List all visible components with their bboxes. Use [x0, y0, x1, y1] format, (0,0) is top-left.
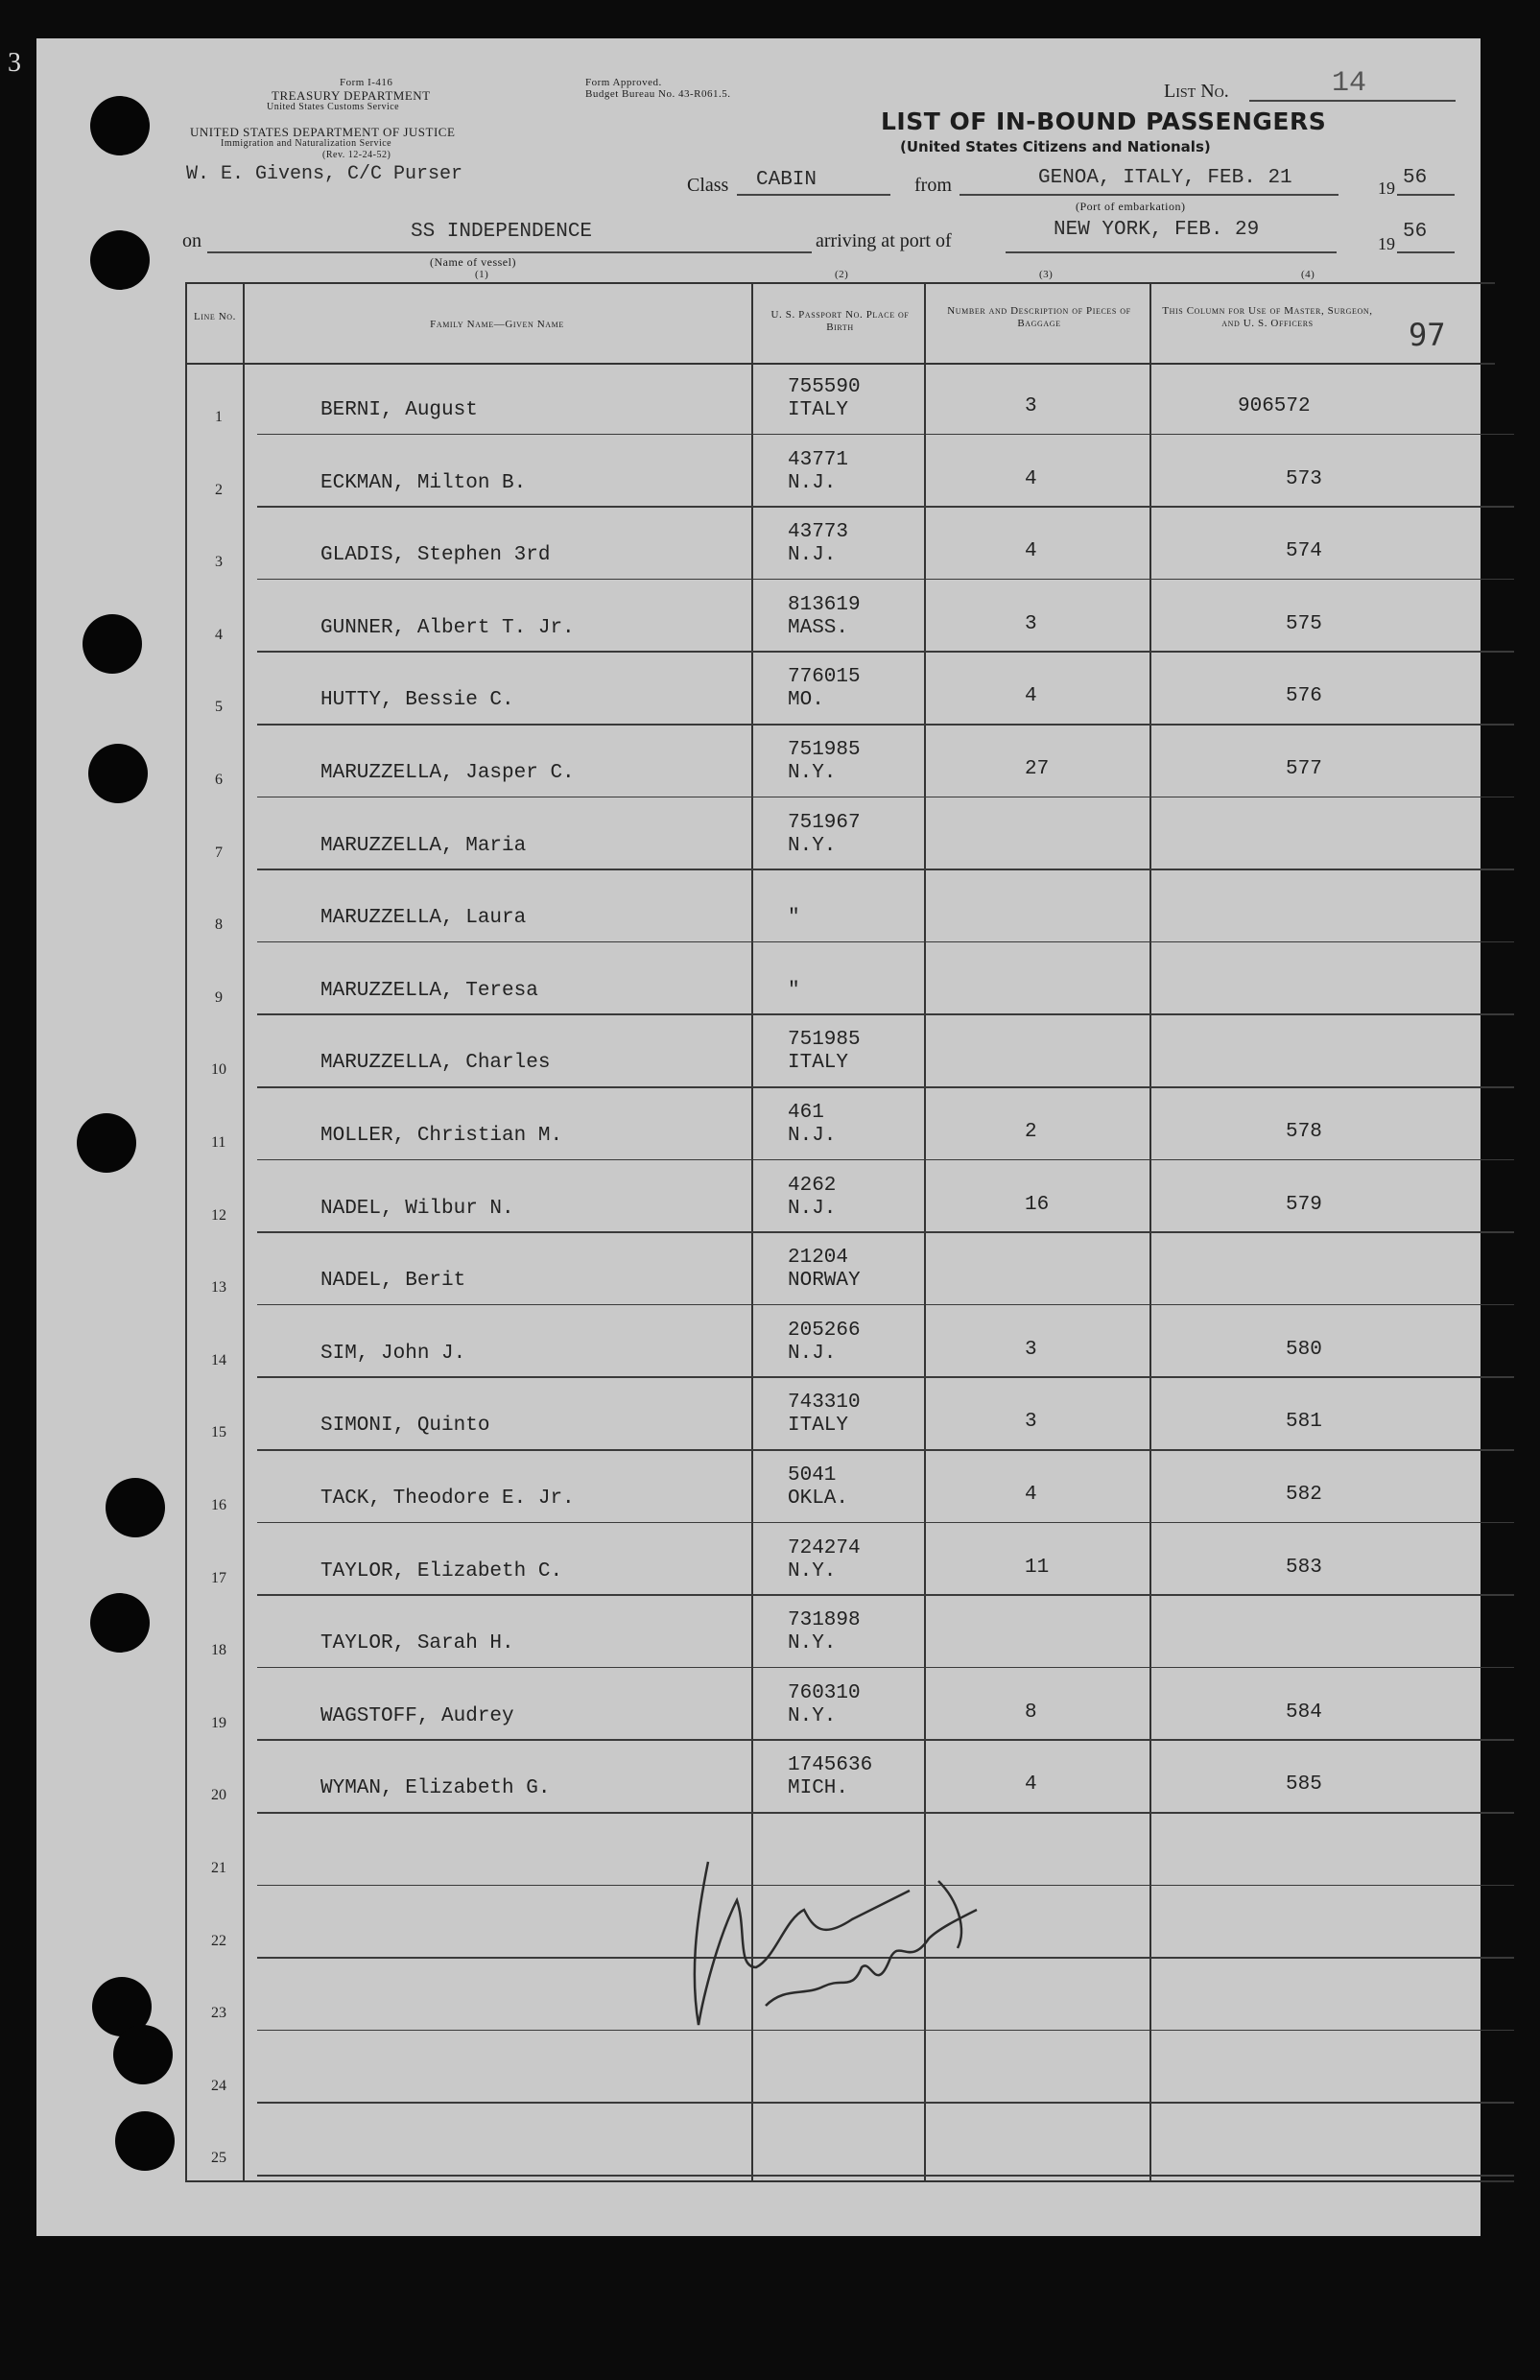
line-number: 14	[211, 1351, 226, 1368]
vessel-underline	[207, 251, 812, 253]
row-divider	[257, 724, 1514, 726]
treasury-dept: TREASURY DEPARTMENT	[272, 88, 431, 103]
line-number: 16	[211, 1497, 226, 1513]
passport-number: 743310	[788, 1392, 861, 1415]
row-divider	[257, 869, 1514, 870]
vessel-name: SS INDEPENDENCE	[411, 221, 593, 243]
vessel-caption: (Name of vessel)	[430, 255, 516, 269]
passenger-name: MARUZZELLA, Charles	[320, 1052, 551, 1075]
arrival-underline	[1006, 251, 1337, 253]
row-divider	[257, 1013, 1514, 1015]
officer-number: 573	[1286, 467, 1322, 490]
passport-number: 813619	[788, 593, 861, 616]
place-of-birth: ITALY	[788, 1052, 849, 1075]
arrival-year-prefix: 19	[1378, 234, 1395, 253]
line-number: 3	[215, 554, 223, 571]
baggage-count: 27	[1025, 758, 1050, 780]
line-number: 7	[215, 844, 223, 861]
place-of-birth: ITALY	[788, 1415, 849, 1438]
row-divider	[257, 1231, 1514, 1233]
port-embark-caption: (Port of embarkation)	[1076, 200, 1186, 213]
class-value: CABIN	[756, 169, 817, 191]
from-year: 56	[1403, 167, 1428, 189]
officer-number: 582	[1286, 1484, 1322, 1506]
line-number: 11	[211, 1134, 226, 1151]
passport-number: 751967	[788, 811, 861, 834]
officer-number: 583	[1286, 1556, 1322, 1579]
budget-bureau: Budget Bureau No. 43-R061.5.	[585, 88, 731, 100]
passenger-name: NADEL, Berit	[320, 1270, 466, 1293]
revision: (Rev. 12-24-52)	[322, 150, 391, 160]
line-number: 23	[211, 2005, 226, 2022]
punch-hole	[88, 744, 148, 803]
punch-hole	[90, 230, 150, 290]
punch-hole	[113, 2025, 173, 2084]
passenger-name: NADEL, Wilbur N.	[320, 1197, 514, 1220]
from-year-prefix: 19	[1378, 178, 1395, 198]
passenger-name: SIMONI, Quinto	[320, 1415, 490, 1438]
row-divider	[257, 651, 1514, 653]
passport-number: 5041	[788, 1464, 837, 1487]
passenger-name: MARUZZELLA, Laura	[320, 907, 527, 930]
officer-number: 577	[1286, 758, 1322, 780]
baggage-count: 3	[1025, 1338, 1037, 1361]
row-divider	[257, 941, 1514, 943]
passport-number: 461	[788, 1102, 824, 1124]
place-of-birth: "	[788, 979, 800, 1002]
col-header-line-no: Line No.	[193, 311, 237, 322]
col-divider	[185, 282, 187, 2182]
customs-service: United States Customs Service	[267, 102, 400, 112]
line-number: 2	[215, 481, 223, 498]
line-number: 4	[215, 626, 223, 643]
passenger-name: HUTTY, Bessie C.	[320, 689, 514, 712]
justice-dept: UNITED STATES DEPARTMENT OF JUSTICE	[190, 125, 456, 139]
baggage-count: 4	[1025, 685, 1037, 708]
officer-number: 585	[1286, 1773, 1322, 1797]
form-number: Form I-416	[340, 77, 393, 88]
arrival-year-underline	[1397, 251, 1455, 253]
passport-number: 21204	[788, 1247, 849, 1270]
list-no-label: List No.	[1164, 81, 1229, 102]
baggage-count: 16	[1025, 1193, 1050, 1216]
line-number: 24	[211, 2077, 226, 2094]
line-number: 8	[215, 916, 223, 934]
ins-service: Immigration and Naturalization Service	[221, 138, 392, 149]
baggage-count: 3	[1025, 395, 1037, 417]
purser-name: W. E. Givens, C/C Purser	[186, 163, 463, 185]
line-number: 9	[215, 988, 223, 1006]
passenger-name: GUNNER, Albert T. Jr.	[320, 616, 575, 639]
col-number-4: (4)	[1301, 269, 1315, 280]
officer-number: 581	[1286, 1411, 1322, 1434]
row-divider	[257, 579, 1514, 581]
place-of-birth: MO.	[788, 689, 824, 712]
table-header-bottom	[185, 363, 1495, 365]
row-divider	[257, 2102, 1514, 2104]
line-number: 5	[215, 699, 223, 716]
place-of-birth: N.Y.	[788, 762, 837, 784]
row-divider	[257, 434, 1514, 436]
col-number-2: (2)	[835, 269, 849, 280]
row-divider	[257, 1086, 1514, 1088]
col-header-baggage: Number and Description of Pieces of Baggage	[947, 305, 1131, 329]
passenger-name: MOLLER, Christian M.	[320, 1125, 563, 1147]
place-of-birth: OKLA.	[788, 1488, 849, 1510]
line-number: 18	[211, 1642, 226, 1659]
place-of-birth: N.J.	[788, 1342, 837, 1365]
place-of-birth: N.J.	[788, 1125, 837, 1147]
arrival-value: NEW YORK, FEB. 29	[1054, 219, 1260, 241]
passenger-name: GLADIS, Stephen 3rd	[320, 544, 551, 567]
from-year-underline	[1397, 194, 1455, 196]
baggage-count: 4	[1025, 540, 1037, 563]
baggage-count: 3	[1025, 1411, 1037, 1434]
officer-number: 575	[1286, 612, 1322, 635]
place-of-birth: ITALY	[788, 399, 849, 421]
punch-hole	[90, 96, 150, 155]
line-number: 22	[211, 1932, 226, 1949]
from-underline	[960, 194, 1339, 196]
passenger-name: SIM, John J.	[320, 1342, 466, 1365]
line-number: 6	[215, 772, 223, 788]
passport-number: 43773	[788, 521, 849, 544]
passport-number: 751985	[788, 739, 861, 761]
row-divider	[257, 1739, 1514, 1741]
passport-number: 755590	[788, 376, 861, 398]
class-underline	[737, 194, 890, 196]
passenger-name: TACK, Theodore E. Jr.	[320, 1488, 575, 1510]
row-divider	[257, 1522, 1514, 1524]
passenger-name: MARUZZELLA, Jasper C.	[320, 762, 575, 784]
passport-number: 4262	[788, 1174, 837, 1197]
passport-number: 776015	[788, 666, 861, 689]
line-number: 25	[211, 2150, 226, 2167]
baggage-count: 11	[1025, 1556, 1050, 1579]
punch-hole	[106, 1478, 165, 1537]
line-number: 13	[211, 1279, 226, 1297]
row-divider	[257, 2175, 1514, 2177]
on-label: on	[182, 230, 201, 251]
place-of-birth: N.Y.	[788, 1559, 837, 1583]
punch-hole	[90, 1593, 150, 1653]
officer-number: 906572	[1238, 395, 1311, 417]
baggage-count: 4	[1025, 1484, 1037, 1506]
place-of-birth: N.J.	[788, 544, 837, 567]
passenger-name: TAYLOR, Elizabeth C.	[320, 1559, 563, 1583]
passenger-name: MARUZZELLA, Maria	[320, 834, 527, 857]
passport-number: 760310	[788, 1681, 861, 1704]
arriving-label: arriving at port of	[816, 230, 952, 251]
page-subtitle: (United States Citizens and Nationals)	[900, 138, 1211, 155]
baggage-count: 4	[1025, 1773, 1037, 1797]
officer-number: 578	[1286, 1121, 1322, 1143]
line-number: 21	[211, 1860, 226, 1876]
table-bottom-border	[185, 2180, 1514, 2182]
place-of-birth: MICH.	[788, 1777, 849, 1800]
row-divider	[257, 1159, 1514, 1161]
passport-number: 43771	[788, 448, 849, 471]
row-divider	[257, 1667, 1514, 1669]
from-label: from	[914, 175, 952, 196]
line-number: 1	[215, 409, 223, 425]
row-divider	[257, 506, 1514, 508]
from-value: GENOA, ITALY, FEB. 21	[1038, 167, 1292, 189]
line-number: 19	[211, 1714, 226, 1731]
col-number-3: (3)	[1039, 269, 1054, 280]
officer-number: 574	[1286, 540, 1322, 563]
place-of-birth: MASS.	[788, 616, 849, 639]
col-header-passport: U. S. Passport No. Place of Birth	[770, 309, 910, 333]
baggage-count: 3	[1025, 612, 1037, 635]
line-number: 15	[211, 1424, 226, 1441]
punch-hole	[115, 2111, 175, 2171]
row-divider	[257, 1449, 1514, 1451]
col-header-officers: This Column for Use of Master, Surgeon, and U. S. Officers	[1162, 305, 1373, 329]
place-of-birth: N.J.	[788, 471, 837, 494]
row-divider	[257, 797, 1514, 798]
col-number-1: (1)	[475, 269, 489, 280]
passenger-name: MARUZZELLA, Teresa	[320, 979, 538, 1002]
signature	[670, 1823, 1073, 2073]
line-number: 20	[211, 1787, 226, 1804]
row-divider	[257, 1594, 1514, 1596]
row-divider	[257, 1304, 1514, 1306]
place-of-birth: N.Y.	[788, 1632, 837, 1655]
form-approved: Form Approved.	[585, 77, 662, 88]
table-top-border	[185, 282, 1495, 284]
list-no-underline	[1249, 100, 1456, 102]
list-no-value: 14	[1332, 67, 1367, 100]
baggage-count: 4	[1025, 467, 1037, 490]
place-of-birth: N.Y.	[788, 834, 837, 857]
passport-number: 1745636	[788, 1754, 873, 1777]
passport-number: 205266	[788, 1319, 861, 1342]
place-of-birth: NORWAY	[788, 1270, 861, 1293]
officer-number: 576	[1286, 685, 1322, 708]
passport-number: 724274	[788, 1536, 861, 1559]
row-divider	[257, 1376, 1514, 1378]
place-of-birth: N.Y.	[788, 1704, 837, 1727]
officer-number: 579	[1286, 1193, 1322, 1216]
passenger-name: BERNI, August	[320, 399, 478, 421]
passenger-name: ECKMAN, Milton B.	[320, 471, 527, 494]
officer-number: 580	[1286, 1338, 1322, 1361]
passport-number: 751985	[788, 1029, 861, 1052]
punch-hole	[77, 1113, 136, 1173]
col-divider	[243, 282, 245, 2182]
line-number: 10	[211, 1061, 226, 1079]
officer-number: 584	[1286, 1701, 1322, 1724]
page-number-97: 97	[1409, 317, 1446, 353]
manifest-sheet	[8, 38, 1481, 2236]
arrival-year: 56	[1403, 221, 1428, 243]
col-header-name: Family Name—Given Name	[430, 319, 564, 330]
passenger-name: WAGSTOFF, Audrey	[320, 1704, 514, 1727]
page-corner-mark: 3	[8, 48, 21, 78]
passport-number: 731898	[788, 1609, 861, 1632]
baggage-count: 8	[1025, 1701, 1037, 1724]
class-label: Class	[687, 175, 729, 196]
passenger-name: WYMAN, Elizabeth G.	[320, 1777, 551, 1800]
punch-hole	[83, 614, 142, 674]
place-of-birth: "	[788, 907, 800, 930]
page-title: LIST OF IN-BOUND PASSENGERS	[881, 107, 1327, 135]
line-number: 12	[211, 1206, 226, 1224]
line-number: 17	[211, 1569, 226, 1586]
place-of-birth: N.J.	[788, 1197, 837, 1220]
baggage-count: 2	[1025, 1121, 1037, 1143]
passenger-name: TAYLOR, Sarah H.	[320, 1632, 514, 1655]
row-divider	[257, 1812, 1514, 1814]
